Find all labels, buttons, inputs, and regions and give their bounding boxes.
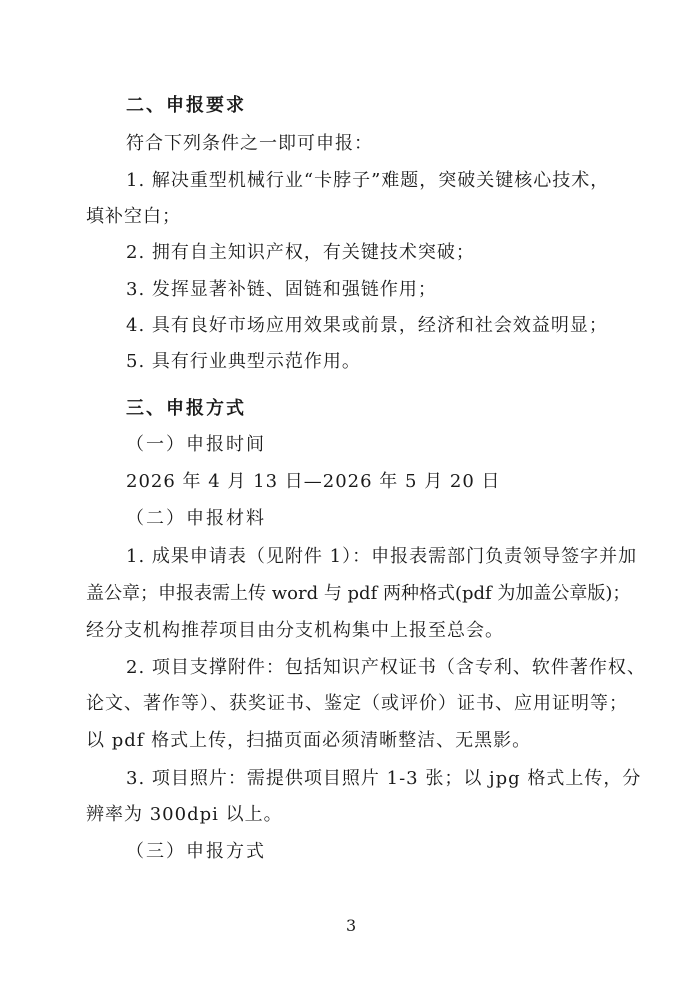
subsection-1-heading: （一）申报时间 [126, 434, 266, 455]
requirement-1-line2: 填补空白； [86, 206, 181, 227]
material-2-line1: 2. 项目支撑附件：包括知识产权证书（含专利、软件著作权、 [126, 657, 646, 678]
requirement-4: 4. 具有良好市场应用效果或前景，经济和社会效益明显； [126, 315, 608, 336]
requirement-1-line1: 1. 解决重型机械行业“卡脖子”难题，突破关键核心技术， [126, 170, 610, 191]
subsection-1-content: 2026 年 4 月 13 日—2026 年 5 月 20 日 [126, 471, 501, 492]
material-3-line2: 辨率为 300dpi 以上。 [86, 804, 283, 825]
material-2-line3: 以 pdf 格式上传，扫描页面必须清晰整洁、无黑影。 [86, 730, 532, 751]
requirement-5: 5. 具有行业典型示范作用。 [126, 351, 361, 372]
requirement-2: 2. 拥有自主知识产权，有关键技术突破； [126, 242, 475, 263]
section2-heading: 二、申报要求 [126, 95, 246, 116]
section3-heading: 三、申报方式 [126, 398, 246, 419]
requirement-3: 3. 发挥显著补链、固链和强链作用； [126, 279, 437, 300]
section2-intro: 符合下列条件之一即可申报： [126, 133, 373, 154]
material-1-line3: 经分支机构推荐项目由分支机构集中上报至总会。 [86, 620, 504, 641]
material-3-line1: 3. 项目照片：需提供项目照片 1-3 张；以 jpg 格式上传，分 [126, 768, 642, 789]
material-1-line1: 1. 成果申请表（见附件 1）：申报表需部门负责领导签字并加 [126, 546, 638, 567]
subsection-2-heading: （二）申报材料 [126, 508, 266, 529]
subsection-3-heading: （三）申报方式 [126, 841, 266, 862]
material-1-line2: 盖公章；申报表需上传 word 与 pdf 两种格式(pdf 为加盖公章版)； [86, 583, 631, 604]
page-number: 3 [346, 916, 357, 935]
material-2-line2: 论文、著作等）、获奖证书、鉴定（或评价）证书、应用证明等； [86, 693, 628, 714]
